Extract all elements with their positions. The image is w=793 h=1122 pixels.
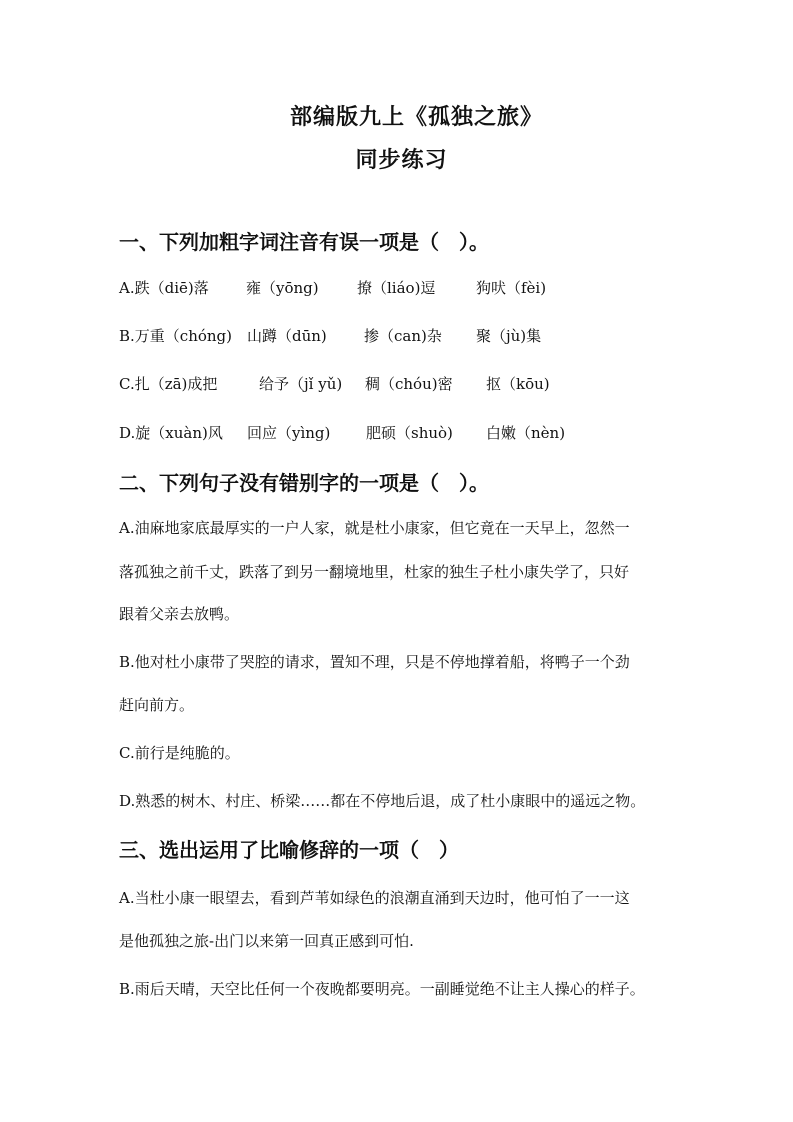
- option-b-item-2: 山蹲（dūn): [247, 327, 327, 345]
- option-a-item-3: 撩（liáo)逗: [357, 279, 436, 297]
- option-d-item-1: D.旋（xuàn)风: [119, 424, 223, 442]
- option-c-item-1: C.扎（zā)成把: [119, 375, 218, 393]
- option-a-item-4: 狗吠（fèi): [476, 279, 547, 297]
- question-3-line-3: B.雨后天晴，天空比任何一个夜晚都要明亮。一副睡觉绝不让主人操心的样子。: [119, 980, 645, 998]
- question-2-line-7: D.熟悉的树木、村庄、桥梁……都在不停地后退，成了杜小康眼中的遥远之物。: [119, 792, 646, 810]
- question-3-heading: 三、选出运用了比喻修辞的一项（ ）: [119, 838, 459, 862]
- option-c-item-4: 抠（kōu): [486, 375, 550, 393]
- option-d-item-2: 回应（yìng): [247, 424, 331, 442]
- document-subtitle: 同步练习: [355, 148, 448, 173]
- option-a-item-2: 雍（yōng): [246, 279, 319, 297]
- option-b-item-1: B.万重（chóng): [119, 327, 232, 345]
- option-d-item-4: 白嫩（nèn): [486, 424, 566, 442]
- question-2-line-1: A.油麻地家底最厚实的一户人家，就是杜小康家，但它竟在一天早上，忽然一: [119, 519, 630, 537]
- option-d-item-3: 肥硕（shuò): [366, 424, 453, 442]
- question-2-line-6: C.前行是纯脆的。: [119, 744, 240, 762]
- question-2-line-2: 落孤独之前千丈，跌落了到另一翻境地里，杜家的独生子杜小康失学了，只好: [119, 563, 630, 581]
- option-b-item-3: 掺（can)杂: [364, 327, 442, 345]
- question-1-heading: 一、下列加粗字词注音有误一项是（ ）。: [119, 230, 489, 254]
- question-3-line-1: A.当杜小康一眼望去，看到芦苇如绿色的浪潮直涌到天边时，他可怕了一一这: [119, 889, 630, 907]
- option-b-item-4: 聚（jù)集: [476, 327, 542, 345]
- option-c-item-3: 稠（chóu)密: [365, 375, 453, 393]
- question-2-line-3: 跟着父亲去放鸭。: [119, 605, 240, 623]
- question-2-heading: 二、下列句子没有错别字的一项是（ ）。: [119, 471, 489, 495]
- question-2-line-5: 赶向前方。: [119, 696, 195, 714]
- option-c-item-2: 给予（jǐ yǔ): [259, 375, 343, 393]
- question-3-line-2: 是他孤独之旅-出门以来第一回真正感到可怕.: [119, 932, 414, 950]
- option-a-item-1: A.跌（diē)落: [119, 279, 209, 297]
- question-2-line-4: B.他对杜小康带了哭腔的请求，置知不理，只是不停地撑着船，将鸭子一个劲: [119, 653, 630, 671]
- document-title: 部编版九上《孤独之旅》: [289, 105, 543, 130]
